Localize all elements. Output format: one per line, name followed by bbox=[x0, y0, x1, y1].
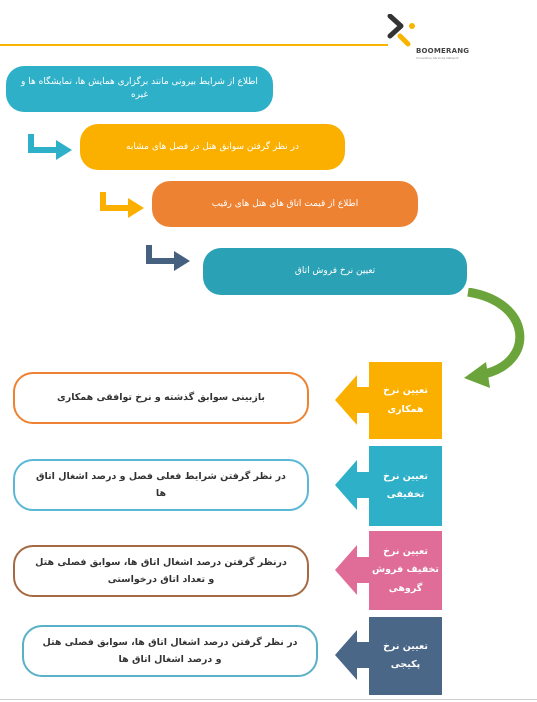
step-hotel-history: در نظر گرفتن سوابق هتل در فصل های مشابه bbox=[80, 124, 345, 170]
brand-logo bbox=[386, 14, 506, 64]
step-external-conditions: اطلاع از شرایط بیرونی مانند برگزاری همایش ها، نمایشگاه ها و غیره bbox=[6, 66, 273, 112]
step-arrow-icon bbox=[100, 190, 146, 218]
rate-title-discount: تعیین نرخ تخفیفی bbox=[369, 446, 442, 526]
rate-title-group: تعیین نرخ تخفیف فروش گروهی bbox=[369, 531, 442, 610]
rate-arrow-icon bbox=[335, 375, 371, 425]
brand-name: BOOMERANG bbox=[416, 47, 470, 55]
rate-arrow-icon bbox=[335, 460, 371, 510]
brand-tagline: Innovative Services Network bbox=[416, 56, 459, 60]
curved-arrow-icon bbox=[460, 288, 530, 393]
step-arrow-icon bbox=[146, 243, 192, 271]
rate-title-package: تعیین نرخ پکیجی bbox=[369, 617, 442, 695]
header-divider bbox=[0, 44, 388, 46]
step-competitor-prices: اطلاع از قیمت اتاق های هتل های رقیب bbox=[152, 181, 418, 227]
rate-title-cooperation: تعیین نرخ همکاری bbox=[369, 362, 442, 439]
footer-divider bbox=[0, 699, 537, 700]
step-set-room-rate: تعیین نرخ فروش اتاق bbox=[203, 248, 467, 295]
rate-arrow-icon bbox=[335, 630, 371, 680]
rate-arrow-icon bbox=[335, 545, 371, 595]
rate-desc-discount: در نظر گرفتن شرایط فعلی فصل و درصد اشغال اتاق ها bbox=[13, 459, 309, 511]
rate-desc-cooperation: بازبینی سوابق گذشته و نرخ توافقی همکاری bbox=[13, 372, 309, 424]
step-arrow-icon bbox=[28, 132, 74, 160]
rate-desc-group: درنظر گرفتن درصد اشغال اتاق ها، سوابق فصلی هتل و تعداد اتاق درخواستی bbox=[13, 545, 309, 597]
rate-desc-package: در نظر گرفتن درصد اشغال اتاق ها، سوابق فصلی هتل و درصد اشغال اتاق ها bbox=[22, 625, 318, 677]
boomerang-logo-icon bbox=[386, 14, 426, 48]
